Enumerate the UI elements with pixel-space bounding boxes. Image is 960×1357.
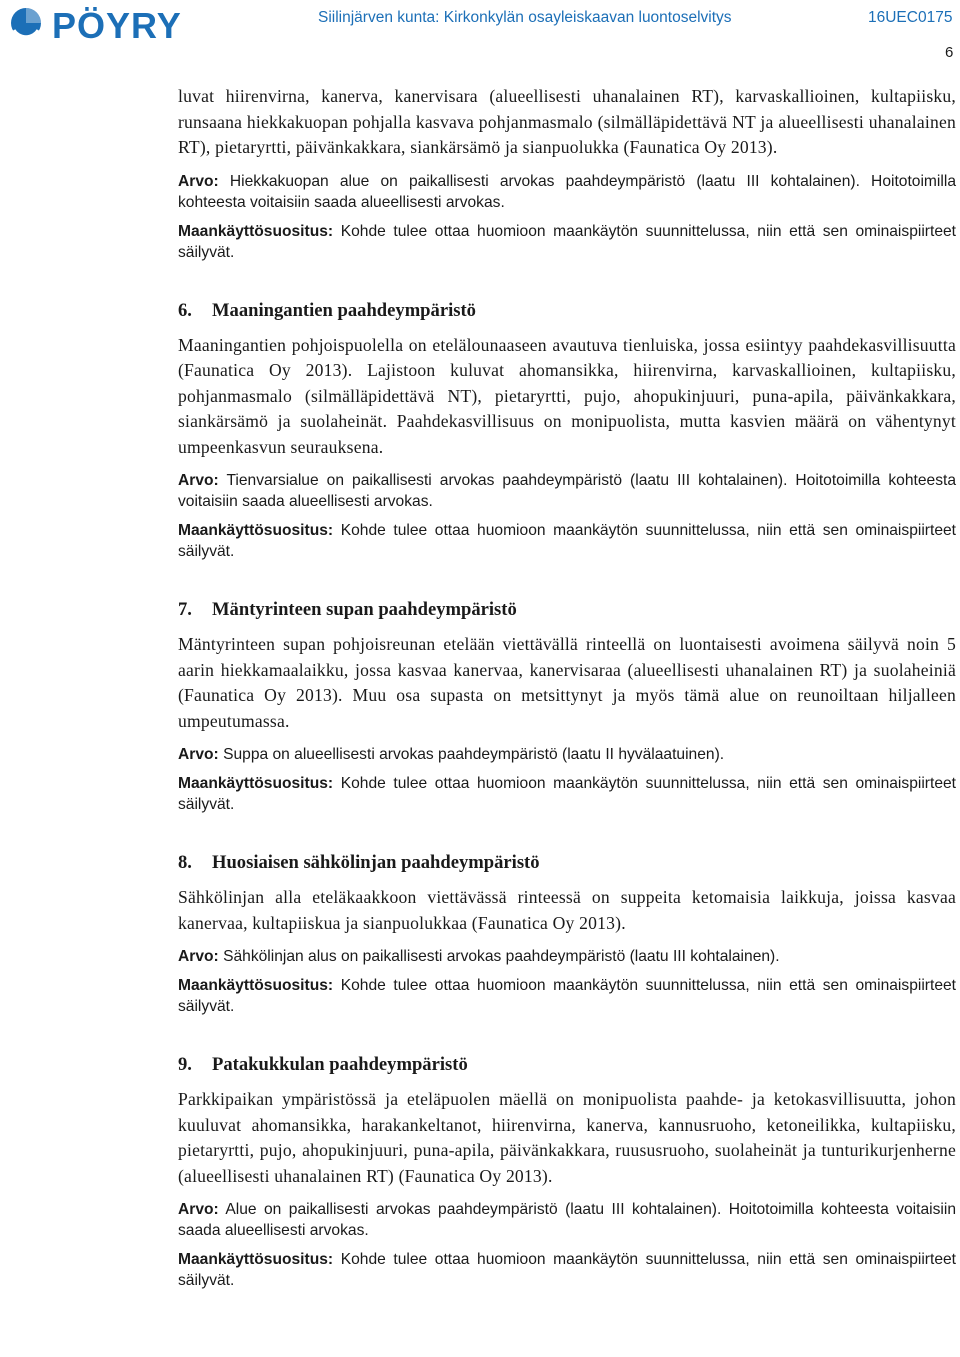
section-paragraph: Parkkipaikan ympäristössä ja eteläpuolen mäellä on monipuolista paahde- ja ketokasvillisuutta, johon kuuluvat ahomansikka, harakankeltanot, hiirenvirna, kanerva, kannusruoho, ketoneilikka, kultapiisku, pietaryrtti, pujo, ahopukinjuuri, puna-apila, päivänkakkara, ruususruoho, suolaheinät ja tunturikurjenherne (alueellisesti uhanalainen RT) (Faunatica Oy 2013). bbox=[178, 1089, 956, 1186]
arvo-label: Arvo: bbox=[178, 172, 219, 190]
land-use-text: Kohde tulee ottaa huomioon maankäytön suunnittelussa, niin että sen ominaispiirteet säilyvät. bbox=[178, 222, 956, 261]
land-use-text: Kohde tulee ottaa huomioon maankäytön suunnittelussa, niin että sen ominaispiirteet säilyvät. bbox=[178, 775, 956, 813]
land-use-text: Kohde tulee ottaa huomioon maankäytön suunnittelussa, niin että sen ominaispiirteet säilyvät. bbox=[178, 977, 956, 1015]
arvo-statement bbox=[178, 744, 956, 765]
company-logo bbox=[6, 4, 246, 44]
section-number: 9. bbox=[178, 1054, 192, 1075]
land-use-recommendation bbox=[178, 773, 956, 815]
section-title: Huosiaisen sähkölinjan paahdeympäristö bbox=[212, 852, 540, 873]
section-heading bbox=[178, 299, 956, 323]
arvo-text: Tienvarsialue on paikallisesti arvokas paahdeympäristö (laatu III kohtalainen). Hoitotoimilla kohteesta voitaisiin saada alueellisesti arvokas. bbox=[178, 472, 956, 510]
land-use-recommendation bbox=[178, 975, 956, 1017]
arvo-statement bbox=[178, 470, 956, 512]
page-body bbox=[178, 84, 956, 1291]
intro-section bbox=[178, 84, 956, 263]
land-use-text: Kohde tulee ottaa huomioon maankäytön suunnittelussa, niin että sen ominaispiirteet säilyvät. bbox=[178, 522, 956, 560]
land-use-recommendation bbox=[178, 221, 956, 263]
section-number: 8. bbox=[178, 852, 192, 873]
document-code: 16UEC0175 bbox=[868, 9, 953, 26]
section-7 bbox=[178, 598, 956, 815]
section-paragraph: Mäntyrinteen supan pohjoisreunan etelään viettävällä rinteellä on luontaisesti avoimena säilyvä noin 5 aarin hiekkamaalaikku, jossa kasvaa kanervaa, kanervisaraa (alueellisesti uhanalainen RT) ja suolaheiniä (Faunatica Oy 2013). Muu osa supasta on metsittynyt ja myös tämä alue on reunoiltaan hiljalleen umpeutumassa. bbox=[178, 634, 956, 731]
section-heading bbox=[178, 598, 956, 622]
intro-paragraph: luvat hiirenvirna, kanerva, kanervisara (alueellisesti uhanalainen RT), karvaskallioinen, kultapiisku, runsaana hiekkakuopan pohjalla kasvava pohjanmasmalo (silmälläpidettävä NT ja alueellisesti uhanalainen RT), pietaryrtti, päivänkakkara, siankärsämö ja sianpuolukka (Faunatica Oy 2013). bbox=[178, 86, 956, 157]
land-use-label: Maankäyttösuositus: bbox=[178, 522, 334, 539]
arvo-label: Arvo: bbox=[178, 746, 219, 763]
arvo-label: Arvo: bbox=[178, 472, 219, 489]
section-8 bbox=[178, 851, 956, 1017]
land-use-label: Maankäyttösuositus: bbox=[178, 977, 334, 994]
arvo-text: Sähkölinjan alus on paikallisesti arvokas paahdeympäristö (laatu III kohtalainen). bbox=[218, 948, 780, 965]
page-header bbox=[0, 0, 960, 44]
section-title: Mäntyrinteen supan paahdeympäristö bbox=[212, 599, 517, 620]
section-paragraph: Maaningantien pohjoispuolella on etelälounaaseen avautuva tienluiska, jossa esiintyy paahdekasvillisuutta (Faunatica Oy 2013). Lajistoon kuluvat ahomansikka, hiirenvirna, karvaskallioinen, kultapiisku, pohjanmasmalo (silmälläpidettävä NT), pietaryrtti, pujo, ahopukinjuuri, puna-apila, päivänkakkara, siankärsämö ja suolaheinät. Paahdekasvillisuus on monipuolista, mutta kasvien määrä on vähentynyt umpeenkasvun seurauksena. bbox=[178, 334, 956, 457]
section-number: 7. bbox=[178, 599, 192, 620]
arvo-label: Arvo: bbox=[178, 1201, 219, 1218]
document-title: Siilinjärven kunta: Kirkonkylän osayleiskaavan luontoselvitys bbox=[318, 9, 732, 26]
section-title: Patakukkulan paahdeympäristö bbox=[212, 1054, 468, 1075]
section-6 bbox=[178, 299, 956, 563]
land-use-recommendation bbox=[178, 520, 956, 562]
arvo-text: Alue on paikallisesti arvokas paahdeympäristö (laatu III kohtalainen). Hoitotoimilla kohteesta voitaisiin saada alueellisesti arvokas. bbox=[178, 1201, 956, 1239]
svg-text:PÖYRY: PÖYRY bbox=[52, 5, 182, 44]
logo-mark-icon bbox=[6, 4, 246, 44]
land-use-label: Maankäyttösuositus: bbox=[178, 775, 334, 792]
section-heading bbox=[178, 851, 956, 875]
section-heading bbox=[178, 1053, 956, 1077]
page-number: 6 bbox=[945, 44, 954, 61]
section-paragraph: Sähkölinjan alla eteläkaakkoon viettävässä rinteessä on suppeita ketomaisia laikkuja, joissa kasvaa kanervaa, kultapiiskua ja sianpuolukkaa (Faunatica Oy 2013). bbox=[178, 887, 956, 933]
arvo-text: Suppa on alueellisesti arvokas paahdeympäristö (laatu II hyvälaatuinen). bbox=[218, 746, 725, 763]
land-use-text: Kohde tulee ottaa huomioon maankäytön suunnittelussa, niin että sen ominaispiirteet säilyvät. bbox=[178, 1251, 956, 1289]
arvo-statement bbox=[178, 171, 956, 213]
arvo-label: Arvo: bbox=[178, 948, 219, 965]
section-number: 6. bbox=[178, 299, 192, 321]
arvo-statement bbox=[178, 1199, 956, 1241]
arvo-text: Hiekkakuopan alue on paikallisesti arvokas paahdeympäristö (laatu III kohtalainen). Hoitotoimilla kohteesta voitaisiin saada alueellisesti arvokas. bbox=[178, 172, 956, 211]
section-title: Maaningantien paahdeympäristö bbox=[212, 299, 476, 321]
section-9 bbox=[178, 1053, 956, 1291]
land-use-label: Maankäyttösuositus: bbox=[178, 1251, 334, 1268]
arvo-statement bbox=[178, 946, 956, 967]
land-use-label: Maankäyttösuositus: bbox=[178, 222, 334, 240]
land-use-recommendation bbox=[178, 1249, 956, 1291]
